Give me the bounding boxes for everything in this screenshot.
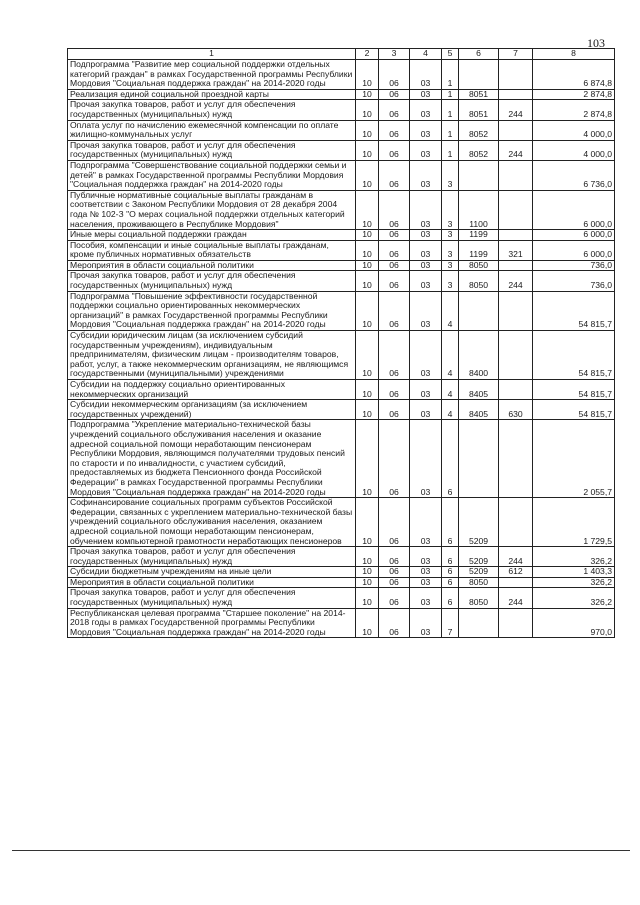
- col-razdel-cell: 10: [356, 260, 379, 271]
- col-vid-cell: [499, 291, 533, 330]
- bottom-rule: [12, 850, 630, 851]
- col-razdel-cell: 10: [356, 271, 379, 291]
- budget-table: [67, 48, 615, 638]
- col-podrazdel-cell: 06: [379, 498, 410, 547]
- col-subprogram-cell: 3: [442, 160, 459, 190]
- col-vid-cell: [499, 120, 533, 140]
- col-podrazdel-cell: 06: [379, 608, 410, 638]
- col-subprogram-cell: 6: [442, 567, 459, 578]
- col-direction-cell: 8405: [459, 380, 499, 400]
- col-subprogram-cell: 3: [442, 190, 459, 229]
- header-cell: 8: [533, 49, 615, 60]
- table-row: [68, 291, 615, 330]
- col-razdel-cell: 10: [356, 100, 379, 120]
- col-razdel-cell: 10: [356, 498, 379, 547]
- col-direction-cell: 8400: [459, 331, 499, 380]
- col-subprogram-cell: 7: [442, 608, 459, 638]
- row-name-cell: Подпрограмма "Повышение эффективности государственной поддержки социально ориентированных некоммерческих организаций" в рамках Государственной программы Республики Мордовия "Социальная поддержка граждан" на 2014-2020 годы: [68, 291, 356, 330]
- col-sum-cell: 54 815,7: [533, 291, 615, 330]
- col-sum-cell: 6 874,8: [533, 60, 615, 90]
- col-podrazdel-cell: 06: [379, 577, 410, 588]
- table-row: [68, 577, 615, 588]
- col-direction-cell: 8050: [459, 271, 499, 291]
- col-direction-cell: 8052: [459, 140, 499, 160]
- header-cell: 2: [356, 49, 379, 60]
- col-sum-cell: 970,0: [533, 608, 615, 638]
- col-razdel-cell: 10: [356, 547, 379, 567]
- col-razdel-cell: 10: [356, 140, 379, 160]
- col-program-cell: 03: [410, 140, 442, 160]
- col-program-cell: 03: [410, 498, 442, 547]
- col-direction-cell: 5209: [459, 567, 499, 578]
- col-podrazdel-cell: 06: [379, 420, 410, 498]
- col-razdel-cell: 10: [356, 190, 379, 229]
- col-sum-cell: 6 000,0: [533, 190, 615, 229]
- col-direction-cell: [459, 420, 499, 498]
- col-program-cell: 03: [410, 89, 442, 100]
- col-sum-cell: 326,2: [533, 577, 615, 588]
- col-subprogram-cell: 1: [442, 60, 459, 90]
- col-vid-cell: 244: [499, 547, 533, 567]
- col-program-cell: 03: [410, 420, 442, 498]
- col-subprogram-cell: 4: [442, 331, 459, 380]
- col-podrazdel-cell: 06: [379, 160, 410, 190]
- col-sum-cell: 326,2: [533, 547, 615, 567]
- col-subprogram-cell: 6: [442, 577, 459, 588]
- row-name-cell: Подпрограмма "Укрепление материально-технической базы учреждений социального обслуживания населения и оказание адресной социальной помощи неработающим пенсионерам Республики Мордовия, являющимся получателями трудовых пенсий по старости и по инвалидности, с участием субсидий, предоставляемых из бюджета Пенсионного фонда Российской Федерации" в рамках Государственной программы Республики Мордовия "Социальная поддержка граждан" на 2014-2020 годы: [68, 420, 356, 498]
- table-row: [68, 608, 615, 638]
- page-number: 103: [587, 36, 605, 50]
- col-subprogram-cell: 4: [442, 380, 459, 400]
- col-subprogram-cell: 3: [442, 240, 459, 260]
- row-name-cell: Пособия, компенсации и иные социальные выплаты гражданам, кроме публичных нормативных обязательств: [68, 240, 356, 260]
- col-direction-cell: 8050: [459, 260, 499, 271]
- col-subprogram-cell: 3: [442, 230, 459, 241]
- table-row: [68, 190, 615, 229]
- col-direction-cell: [459, 608, 499, 638]
- col-podrazdel-cell: 06: [379, 140, 410, 160]
- col-podrazdel-cell: 06: [379, 380, 410, 400]
- table-row: [68, 271, 615, 291]
- header-cell: 5: [442, 49, 459, 60]
- col-sum-cell: 2 055,7: [533, 420, 615, 498]
- col-razdel-cell: 10: [356, 120, 379, 140]
- col-vid-cell: [499, 190, 533, 229]
- header-cell: 6: [459, 49, 499, 60]
- row-name-cell: Публичные нормативные социальные выплаты гражданам в соответствии с Законом Республики Мордовия от 28 декабря 2004 года № 102-З "О мерах социальной поддержки отдельных категорий населения, проживающего в Республике Мордовия": [68, 190, 356, 229]
- table-row: [68, 60, 615, 90]
- header-cell: 1: [68, 49, 356, 60]
- table-row: [68, 588, 615, 608]
- col-program-cell: 03: [410, 260, 442, 271]
- col-program-cell: 03: [410, 100, 442, 120]
- row-name-cell: Прочая закупка товаров, работ и услуг для обеспечения государственных (муниципальных) нужд: [68, 588, 356, 608]
- row-name-cell: Подпрограмма "Развитие мер социальной поддержки отдельных категорий граждан" в рамках Государственной программы Республики Мордовия "Социальная поддержка граждан" на 2014-2020 годы: [68, 60, 356, 90]
- row-name-cell: Прочая закупка товаров, работ и услуг для обеспечения государственных (муниципальных) нужд: [68, 140, 356, 160]
- col-program-cell: 03: [410, 190, 442, 229]
- col-vid-cell: 244: [499, 140, 533, 160]
- col-program-cell: 03: [410, 588, 442, 608]
- col-direction-cell: 8051: [459, 89, 499, 100]
- col-podrazdel-cell: 06: [379, 60, 410, 90]
- col-direction-cell: [459, 291, 499, 330]
- table-row: [68, 420, 615, 498]
- table-row: [68, 100, 615, 120]
- table-row: [68, 89, 615, 100]
- col-vid-cell: [499, 608, 533, 638]
- col-podrazdel-cell: 06: [379, 240, 410, 260]
- row-name-cell: Мероприятия в области социальной политики: [68, 260, 356, 271]
- col-vid-cell: [499, 577, 533, 588]
- col-sum-cell: 1 403,3: [533, 567, 615, 578]
- header-cell: 7: [499, 49, 533, 60]
- table-row: [68, 160, 615, 190]
- col-program-cell: 03: [410, 567, 442, 578]
- col-subprogram-cell: 6: [442, 420, 459, 498]
- table-body: [68, 60, 615, 638]
- col-vid-cell: [499, 380, 533, 400]
- col-podrazdel-cell: 06: [379, 89, 410, 100]
- col-sum-cell: 1 729,5: [533, 498, 615, 547]
- col-direction-cell: 1100: [459, 190, 499, 229]
- col-razdel-cell: 10: [356, 420, 379, 498]
- col-direction-cell: 5209: [459, 498, 499, 547]
- col-direction-cell: 1199: [459, 230, 499, 241]
- col-sum-cell: 54 815,7: [533, 400, 615, 420]
- col-razdel-cell: 10: [356, 331, 379, 380]
- col-subprogram-cell: 1: [442, 140, 459, 160]
- col-sum-cell: 6 000,0: [533, 240, 615, 260]
- col-razdel-cell: 10: [356, 89, 379, 100]
- col-podrazdel-cell: 06: [379, 100, 410, 120]
- col-program-cell: 03: [410, 271, 442, 291]
- col-vid-cell: [499, 89, 533, 100]
- col-podrazdel-cell: 06: [379, 400, 410, 420]
- col-direction-cell: 8050: [459, 577, 499, 588]
- col-vid-cell: 630: [499, 400, 533, 420]
- col-sum-cell: 736,0: [533, 271, 615, 291]
- row-name-cell: Софинансирование социальных программ субъектов Российской Федерации, связанных с укреплением материально-технической базы учреждений социального обслуживания населения, оказанием адресной социальной помощи неработающим пенсионерам, обучением компьютерной грамотности неработающих пенсионеров: [68, 498, 356, 547]
- col-razdel-cell: 10: [356, 567, 379, 578]
- col-subprogram-cell: 1: [442, 89, 459, 100]
- col-vid-cell: 244: [499, 100, 533, 120]
- col-vid-cell: [499, 420, 533, 498]
- col-sum-cell: 736,0: [533, 260, 615, 271]
- col-direction-cell: 5209: [459, 547, 499, 567]
- col-razdel-cell: 10: [356, 400, 379, 420]
- col-subprogram-cell: 3: [442, 271, 459, 291]
- col-sum-cell: 54 815,7: [533, 380, 615, 400]
- col-program-cell: 03: [410, 60, 442, 90]
- col-program-cell: 03: [410, 400, 442, 420]
- col-subprogram-cell: 4: [442, 400, 459, 420]
- col-vid-cell: 244: [499, 588, 533, 608]
- col-sum-cell: 54 815,7: [533, 331, 615, 380]
- col-razdel-cell: 10: [356, 608, 379, 638]
- table-header-row: [68, 49, 615, 60]
- col-podrazdel-cell: 06: [379, 230, 410, 241]
- col-podrazdel-cell: 06: [379, 260, 410, 271]
- col-direction-cell: [459, 60, 499, 90]
- header-cell: 4: [410, 49, 442, 60]
- row-name-cell: Республиканская целевая программа "Старшее поколение" на 2014-2018 годы в рамках Государственной программы Республики Мордовия "Социальная поддержка граждан" на 2014-2020 годы: [68, 608, 356, 638]
- row-name-cell: Прочая закупка товаров, работ и услуг для обеспечения государственных (муниципальных) нужд: [68, 100, 356, 120]
- col-razdel-cell: 10: [356, 240, 379, 260]
- row-name-cell: Оплата услуг по начислению ежемесячной компенсации по оплате жилищно-коммунальных услуг: [68, 120, 356, 140]
- row-name-cell: Реализация единой социальной проездной карты: [68, 89, 356, 100]
- col-vid-cell: [499, 60, 533, 90]
- col-razdel-cell: 10: [356, 380, 379, 400]
- col-sum-cell: 2 874,8: [533, 89, 615, 100]
- col-sum-cell: 6 736,0: [533, 160, 615, 190]
- col-program-cell: 03: [410, 547, 442, 567]
- col-sum-cell: 326,2: [533, 588, 615, 608]
- table-row: [68, 260, 615, 271]
- header-cell: 3: [379, 49, 410, 60]
- row-name-cell: Мероприятия в области социальной политики: [68, 577, 356, 588]
- col-vid-cell: 321: [499, 240, 533, 260]
- row-name-cell: Субсидии бюджетным учреждениям на иные цели: [68, 567, 356, 578]
- row-name-cell: Субсидии юридическим лицам (за исключением субсидий государственным учреждениям), индивидуальным предпринимателям, физическим лицам - производителям товаров, работ, услуг, а также некоммерческим организациям, не являющимся государственными (муниципальными) учреждениями: [68, 331, 356, 380]
- table-row: [68, 120, 615, 140]
- col-program-cell: 03: [410, 577, 442, 588]
- col-subprogram-cell: 6: [442, 547, 459, 567]
- table-row: [68, 498, 615, 547]
- table-row: [68, 140, 615, 160]
- col-program-cell: 03: [410, 230, 442, 241]
- table-row: [68, 230, 615, 241]
- col-subprogram-cell: 6: [442, 498, 459, 547]
- col-subprogram-cell: 4: [442, 291, 459, 330]
- col-program-cell: 03: [410, 240, 442, 260]
- col-sum-cell: 4 000,0: [533, 140, 615, 160]
- row-name-cell: Субсидии на поддержку социально ориентированных некоммерческих организаций: [68, 380, 356, 400]
- col-vid-cell: [499, 260, 533, 271]
- col-program-cell: 03: [410, 380, 442, 400]
- table-row: [68, 567, 615, 578]
- col-podrazdel-cell: 06: [379, 331, 410, 380]
- col-direction-cell: [459, 160, 499, 190]
- col-sum-cell: 6 000,0: [533, 230, 615, 241]
- table-row: [68, 240, 615, 260]
- row-name-cell: Иные меры социальной поддержки граждан: [68, 230, 356, 241]
- col-direction-cell: 8050: [459, 588, 499, 608]
- col-podrazdel-cell: 06: [379, 588, 410, 608]
- table-row: [68, 547, 615, 567]
- col-program-cell: 03: [410, 120, 442, 140]
- col-razdel-cell: 10: [356, 291, 379, 330]
- col-razdel-cell: 10: [356, 588, 379, 608]
- row-name-cell: Прочая закупка товаров, работ и услуг для обеспечения государственных (муниципальных) нужд: [68, 271, 356, 291]
- col-direction-cell: 1199: [459, 240, 499, 260]
- col-program-cell: 03: [410, 160, 442, 190]
- col-subprogram-cell: 6: [442, 588, 459, 608]
- col-subprogram-cell: 1: [442, 100, 459, 120]
- col-program-cell: 03: [410, 331, 442, 380]
- row-name-cell: Подпрограмма "Совершенствование социальной поддержки семьи и детей" в рамках Государственной программы Республики Мордовия "Социальная поддержка граждан" на 2014-2020 годы: [68, 160, 356, 190]
- table-row: [68, 331, 615, 380]
- col-podrazdel-cell: 06: [379, 291, 410, 330]
- col-direction-cell: 8051: [459, 100, 499, 120]
- col-podrazdel-cell: 06: [379, 547, 410, 567]
- col-podrazdel-cell: 06: [379, 271, 410, 291]
- col-vid-cell: 244: [499, 271, 533, 291]
- table-row: [68, 380, 615, 400]
- col-program-cell: 03: [410, 608, 442, 638]
- row-name-cell: Прочая закупка товаров, работ и услуг для обеспечения государственных (муниципальных) нужд: [68, 547, 356, 567]
- col-razdel-cell: 10: [356, 230, 379, 241]
- col-direction-cell: 8405: [459, 400, 499, 420]
- col-vid-cell: 612: [499, 567, 533, 578]
- col-vid-cell: [499, 331, 533, 380]
- col-razdel-cell: 10: [356, 577, 379, 588]
- col-program-cell: 03: [410, 291, 442, 330]
- col-podrazdel-cell: 06: [379, 190, 410, 229]
- col-direction-cell: 8052: [459, 120, 499, 140]
- col-subprogram-cell: 1: [442, 120, 459, 140]
- col-razdel-cell: 10: [356, 60, 379, 90]
- col-podrazdel-cell: 06: [379, 120, 410, 140]
- col-podrazdel-cell: 06: [379, 567, 410, 578]
- col-vid-cell: [499, 160, 533, 190]
- col-subprogram-cell: 3: [442, 260, 459, 271]
- col-razdel-cell: 10: [356, 160, 379, 190]
- col-sum-cell: 2 874,8: [533, 100, 615, 120]
- col-sum-cell: 4 000,0: [533, 120, 615, 140]
- col-vid-cell: [499, 230, 533, 241]
- table-row: [68, 400, 615, 420]
- row-name-cell: Субсидии некоммерческим организациям (за исключением государственных учреждений): [68, 400, 356, 420]
- col-vid-cell: [499, 498, 533, 547]
